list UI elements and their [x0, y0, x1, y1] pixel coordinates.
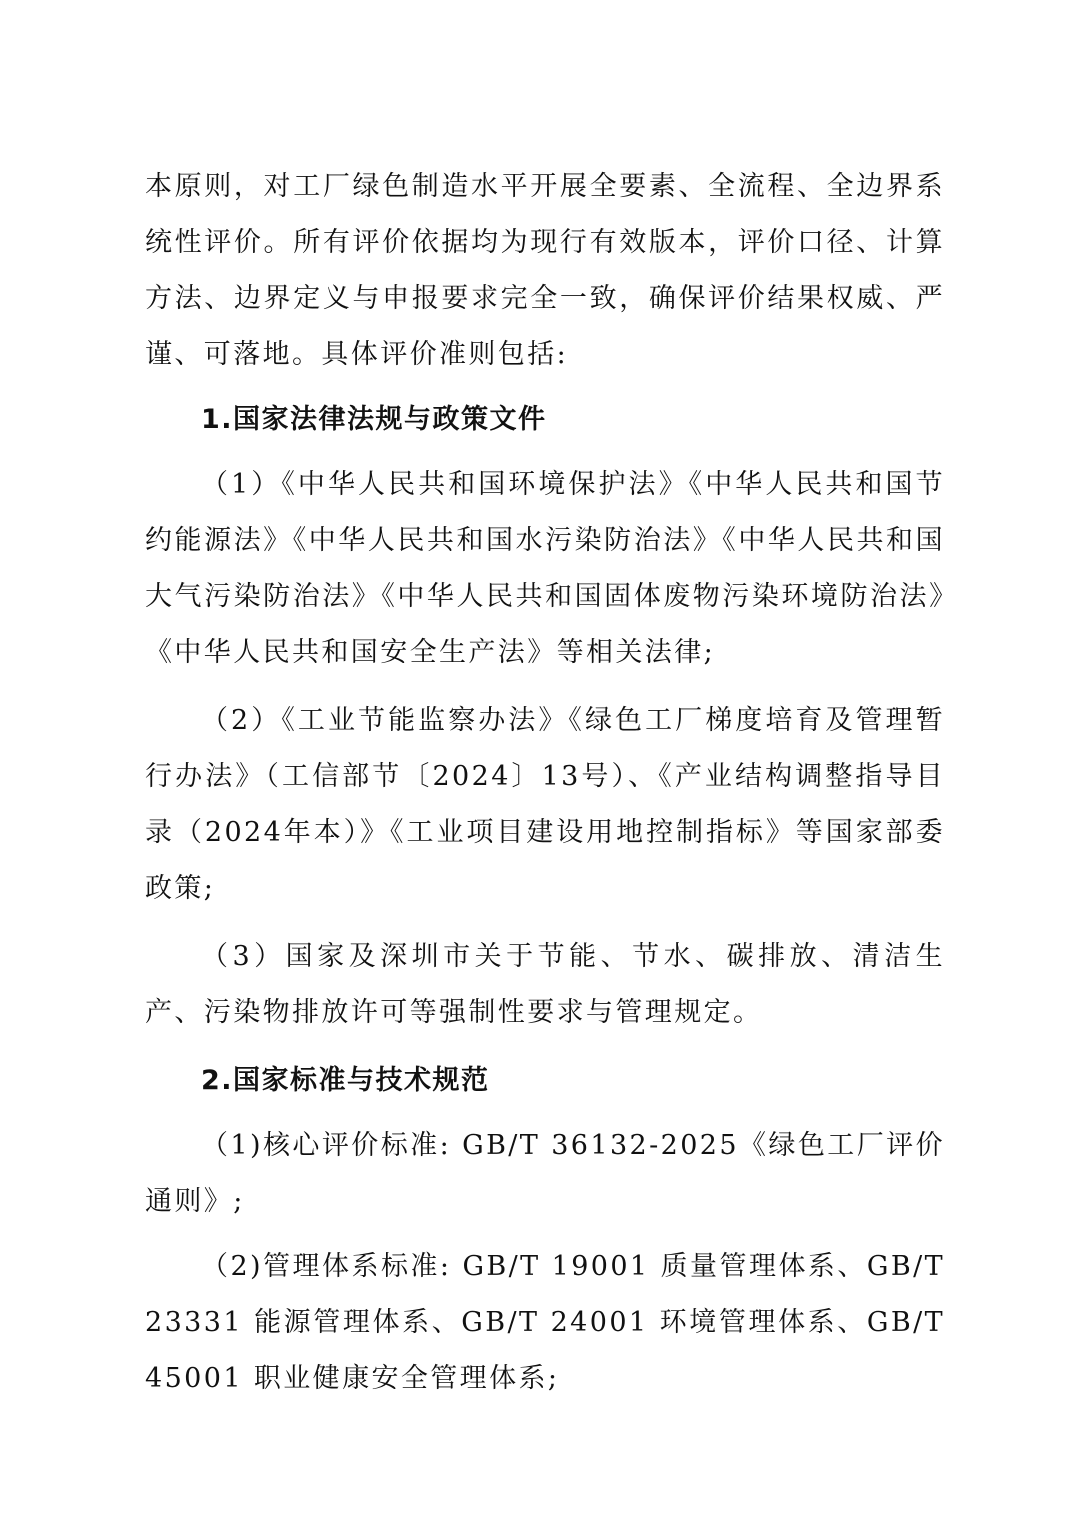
intro-paragraph: 本原则，对工厂绿色制造水平开展全要素、全流程、全边界系统性评价。所有评价依据均为现行有效版本，评价口径、计算方法、边界定义与申报要求完全一致，确保评价结果权威、严谨、可落地。具体评价准则包括:	[145, 171, 945, 370]
list-item-laws-3: （3）国家及深圳市关于节能、节水、碳排放、清洁生产、污染物排放许可等强制性要求与管理规定。	[145, 941, 945, 1028]
section-heading-standards: 2.国家标准与技术规范	[201, 1065, 490, 1096]
list-item-laws-1: （1）《中华人民共和国环境保护法》《中华人民共和国节约能源法》《中华人民共和国水污染防治法》《中华人民共和国大气污染防治法》《中华人民共和国固体废物污染环境防治法》《中华人民共和国安全生产法》等相关法律;	[145, 469, 945, 668]
list-item-standards-2: （2)管理体系标准: GB/T 19001 质量管理体系、GB/T 23331 能源管理体系、GB/T 24001 环境管理体系、GB/T 45001 职业健康安全管理体系;	[145, 1251, 945, 1394]
section-heading-laws: 1.国家法律法规与政策文件	[201, 404, 547, 435]
list-item-laws-2: （2）《工业节能监察办法》《绿色工厂梯度培育及管理暂行办法》（工信部节〔2024〕13号）、《产业结构调整指导目录（2024年本）》《工业项目建设用地控制指标》等国家部委政策;	[145, 705, 945, 904]
list-item-standards-1: （1)核心评价标准: GB/T 36132-2025《绿色工厂评价通则》;	[145, 1130, 945, 1217]
document-body	[145, 159, 945, 1407]
